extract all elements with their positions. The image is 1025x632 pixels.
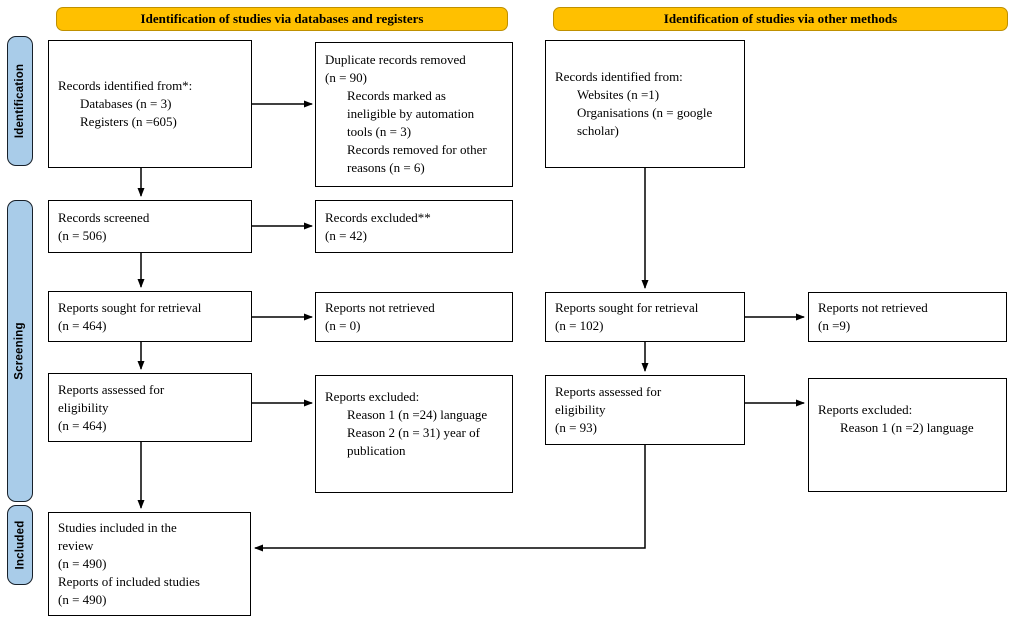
text-line: Records marked as bbox=[347, 88, 446, 103]
text-line: (n = 102) bbox=[555, 318, 604, 333]
text-line: reasons (n = 6) bbox=[347, 160, 425, 175]
text-line: review bbox=[58, 538, 94, 553]
text-line: Reports sought for retrieval bbox=[555, 300, 699, 315]
text-line: Websites (n =1) bbox=[577, 87, 660, 102]
stage-label-included bbox=[7, 505, 33, 585]
text-line: Reports excluded: bbox=[818, 402, 913, 417]
header-databases-registers bbox=[56, 7, 508, 31]
header-other-methods bbox=[553, 7, 1008, 31]
text-line: (n = 490) bbox=[58, 556, 107, 571]
box-reports-excluded-other bbox=[808, 378, 1007, 492]
text-line: Records identified from*: bbox=[58, 78, 193, 93]
text-line: Organisations (n = google bbox=[577, 105, 713, 120]
text-line: eligibility bbox=[555, 402, 606, 417]
text-line: (n = 42) bbox=[325, 227, 367, 243]
box-records-excluded bbox=[315, 200, 513, 253]
stage-label-identification-text: Identification bbox=[14, 63, 27, 139]
text-line: Reason 1 (n =24) language bbox=[347, 407, 488, 422]
text-line: ineligible by automation bbox=[347, 106, 475, 121]
stage-label-screening-text: Screening bbox=[14, 322, 26, 380]
box-reports-excluded-databases bbox=[315, 375, 513, 493]
text-line: Reports sought for retrieval bbox=[58, 299, 202, 315]
text-line: (n = 464) bbox=[58, 317, 107, 333]
text-line: Records removed for other bbox=[347, 142, 487, 157]
text-line: (n = 490) bbox=[58, 592, 107, 607]
box-records-identified-other bbox=[545, 40, 745, 168]
box-studies-included bbox=[48, 512, 251, 616]
box-reports-not-retrieved-databases bbox=[315, 292, 513, 342]
text-line: Reports of included studies bbox=[58, 574, 200, 589]
box-reports-not-retrieved-other bbox=[808, 292, 1007, 342]
box-records-screened bbox=[48, 200, 252, 253]
text-line: scholar) bbox=[577, 123, 619, 138]
text-line: tools (n = 3) bbox=[347, 124, 412, 139]
text-line: Reports not retrieved bbox=[818, 300, 928, 315]
text-line: Reports assessed for bbox=[555, 384, 662, 399]
stage-label-included-text: Included bbox=[14, 520, 27, 570]
stage-label-screening bbox=[7, 200, 33, 502]
text-line: (n = 93) bbox=[555, 420, 597, 435]
text-line: Reports assessed for bbox=[58, 381, 165, 397]
text-line: Reason 1 (n =2) language bbox=[840, 420, 974, 435]
header-other-methods-label: Identification of studies via other methods bbox=[663, 11, 898, 26]
box-records-identified-databases bbox=[48, 40, 252, 168]
box-reports-sought-other bbox=[545, 292, 745, 342]
box-reports-assessed-other bbox=[545, 375, 745, 445]
text-line: Duplicate records removed bbox=[325, 52, 466, 67]
box-reports-sought-databases bbox=[48, 291, 252, 342]
text-line: (n = 0) bbox=[325, 318, 361, 333]
text-line: (n =9) bbox=[818, 318, 851, 333]
text-line: Reason 2 (n = 31) year of bbox=[347, 425, 480, 440]
text-line: Studies included in the bbox=[58, 520, 177, 535]
box-reports-assessed-databases bbox=[48, 373, 252, 442]
box-duplicate-records-removed bbox=[315, 42, 513, 187]
text-line: Databases (n = 3) bbox=[80, 96, 172, 111]
text-line: eligibility bbox=[58, 399, 109, 415]
text-line: Records excluded** bbox=[325, 209, 431, 225]
header-databases-registers-label: Identification of studies via databases and registers bbox=[140, 11, 424, 26]
text-line: Registers (n =605) bbox=[80, 114, 177, 129]
text-line: Records identified from: bbox=[555, 69, 683, 84]
text-line: Records screened bbox=[58, 209, 150, 225]
text-line: (n = 464) bbox=[58, 417, 107, 433]
text-line: (n = 90) bbox=[325, 70, 367, 85]
text-line: Reports not retrieved bbox=[325, 300, 435, 315]
stage-label-identification bbox=[7, 36, 33, 166]
text-line: Reports excluded: bbox=[325, 389, 420, 404]
text-line: (n = 506) bbox=[58, 227, 107, 243]
text-line: publication bbox=[347, 443, 406, 458]
